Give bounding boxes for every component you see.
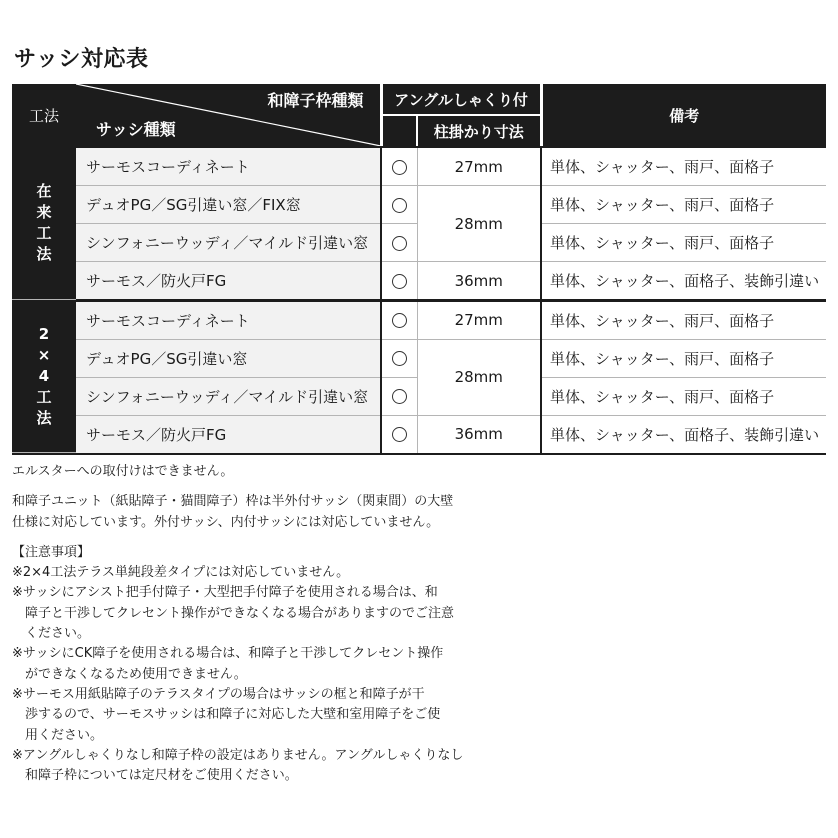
caution-item: ※2×4工法テラス単純段差タイプには対応していません。 bbox=[12, 565, 350, 581]
group-label-2x4: 2×4工法 bbox=[12, 302, 76, 453]
dimension-value: 28mm bbox=[417, 339, 541, 415]
header-kouhou: 工法 bbox=[12, 84, 76, 146]
table-row bbox=[12, 186, 826, 224]
header-sash-type: サッシ種類 bbox=[96, 120, 176, 139]
dimension-value: 28mm bbox=[417, 186, 541, 262]
dimension-value: 27mm bbox=[417, 302, 541, 340]
note-elstar: エルスターへの取付けはできません。 bbox=[12, 464, 234, 479]
circle-mark-icon bbox=[381, 148, 417, 186]
sash-compatibility-table bbox=[12, 84, 826, 455]
circle-mark-icon bbox=[381, 415, 417, 453]
note-unit-line-1: 和障子ユニット（紙貼障子・猫間障子）枠は半外付サッシ（関東間）の大壁 bbox=[12, 494, 454, 510]
table-row bbox=[12, 415, 826, 453]
table-row bbox=[12, 339, 826, 377]
header-angle: アングルしゃくり付 bbox=[381, 84, 541, 115]
remarks-value: 単体、シャッター、雨戸、面格子 bbox=[541, 339, 826, 377]
dimension-value: 27mm bbox=[417, 148, 541, 186]
header-row-1 bbox=[12, 84, 826, 115]
header-angle-blank bbox=[381, 115, 417, 146]
caution-item: 和障子枠については定尺材をご使用ください。 bbox=[25, 768, 298, 784]
caution-item: ができなくなるため使用できません。 bbox=[25, 666, 247, 682]
remarks-value: 単体、シャッター、面格子、装飾引違い bbox=[541, 262, 826, 300]
dimension-value: 36mm bbox=[454, 271, 503, 290]
sash-name: サーモス／防火戸FG bbox=[76, 262, 381, 300]
table-row bbox=[12, 302, 826, 340]
header-remarks: 備考 bbox=[541, 84, 826, 146]
header-frame-type: 和障子枠種類 bbox=[267, 91, 364, 110]
sash-name: デュオPG／SG引違い窓 bbox=[76, 339, 381, 377]
remarks-value: 単体、シャッター、雨戸、面格子 bbox=[541, 148, 826, 186]
remarks-value: 単体、シャッター、雨戸、面格子 bbox=[541, 186, 826, 224]
remarks-value: 単体、シャッター、雨戸、面格子 bbox=[541, 224, 826, 262]
footnotes bbox=[12, 462, 512, 786]
circle-mark-icon bbox=[381, 224, 417, 262]
remarks-value: 単体、シャッター、面格子、装飾引違い bbox=[541, 415, 826, 453]
caution-item: 障子と干渉してクレセント操作ができなくなる場合がありますのでご注意 bbox=[25, 605, 455, 621]
sash-name: デュオPG／SG引違い窓／FIX窓 bbox=[76, 186, 381, 224]
caution-item: ※アングルしゃくりなし和障子枠の設定はありません。アングルしゃくりなし bbox=[12, 747, 464, 763]
caution-item: ください。 bbox=[25, 626, 91, 642]
circle-mark-icon bbox=[381, 339, 417, 377]
caution-item: ※サッシにCK障子を使用される場合は、和障子と干渉してクレセント操作 bbox=[12, 646, 444, 662]
table-row bbox=[12, 148, 826, 186]
remarks-value: 単体、シャッター、雨戸、面格子 bbox=[541, 302, 826, 340]
note-unit-line-2: 仕様に対応しています。外付サッシ、内付サッシには対応していません。 bbox=[12, 514, 440, 530]
sash-name: サーモス／防火戸FG bbox=[76, 415, 381, 453]
group-label-zairai: 在来工法 bbox=[12, 148, 76, 299]
table-bottom-rule bbox=[12, 453, 826, 456]
circle-mark-icon bbox=[381, 377, 417, 415]
caution-title: 【注意事項】 bbox=[12, 544, 91, 560]
caution-item: ※サーモス用紙貼障子のテラスタイプの場合はサッシの框と和障子が干 bbox=[12, 686, 425, 702]
sash-name: サーモスコーディネート bbox=[76, 302, 381, 340]
caution-item: 渉するので、サーモスサッシは和障子に対応した大壁和室用障子をご使 bbox=[25, 707, 441, 723]
sash-name: シンフォニーウッディ／マイルド引違い窓 bbox=[76, 224, 381, 262]
remarks-value: 単体、シャッター、雨戸、面格子 bbox=[541, 377, 826, 415]
sash-name: サーモスコーディネート bbox=[76, 148, 381, 186]
circle-mark-icon bbox=[381, 302, 417, 340]
dimension-value: 36mm bbox=[454, 425, 503, 443]
header-diagonal-cell bbox=[76, 84, 381, 146]
table-row bbox=[12, 262, 826, 300]
sash-name: シンフォニーウッディ／マイルド引違い窓 bbox=[76, 377, 381, 415]
caution-item: 用ください。 bbox=[25, 727, 104, 743]
caution-item: ※サッシにアシスト把手付障子・大型把手付障子を使用される場合は、和 bbox=[12, 585, 438, 601]
header-dimension: 柱掛かり寸法 bbox=[417, 115, 541, 146]
circle-mark-icon bbox=[381, 186, 417, 224]
circle-mark-icon bbox=[381, 262, 417, 300]
page-title: サッシ対応表 bbox=[14, 47, 149, 72]
